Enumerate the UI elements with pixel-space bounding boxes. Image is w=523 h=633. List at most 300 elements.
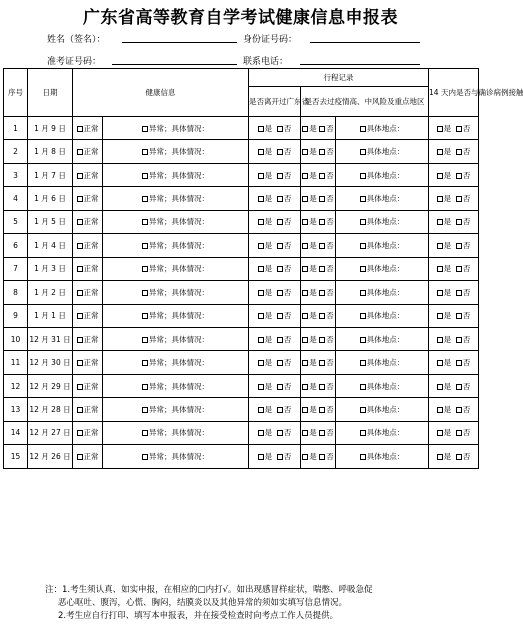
option-yes-label: 是 — [264, 217, 273, 227]
checkbox-yes[interactable] — [302, 173, 308, 179]
checkbox-normal[interactable] — [77, 290, 83, 296]
checkbox-normal[interactable] — [77, 266, 83, 272]
checkbox-no[interactable] — [456, 337, 462, 343]
row-index: 2 — [4, 140, 28, 163]
option-no-label: 否 — [326, 264, 334, 274]
checkbox-no[interactable] — [277, 360, 283, 366]
checkbox-abnormal[interactable] — [142, 243, 148, 249]
row-index: 4 — [4, 187, 28, 210]
checkbox-no[interactable] — [456, 407, 462, 413]
checkbox-yes[interactable] — [258, 360, 264, 366]
checkbox-abnormal[interactable] — [142, 407, 148, 413]
option-no-label: 否 — [283, 217, 292, 227]
option-no-label: 否 — [326, 194, 334, 204]
option-place-label: 具体地点： — [366, 123, 405, 133]
option-abnormal-label: 异常；具体情况： — [149, 334, 209, 344]
option-no-label: 否 — [462, 358, 471, 368]
row-date: 1 月 1 日 — [28, 304, 73, 327]
option-no-label: 否 — [326, 404, 334, 414]
left-guangdong-cell — [249, 210, 301, 233]
checkbox-normal[interactable] — [77, 173, 83, 179]
contact-cell — [429, 421, 479, 444]
contact-cell — [429, 374, 479, 397]
health-normal-cell — [73, 374, 103, 397]
contact-cell — [429, 327, 479, 350]
checkbox-yes[interactable] — [258, 290, 264, 296]
option-normal-label: 正常 — [83, 428, 99, 438]
health-normal-cell — [73, 117, 103, 140]
option-no-label: 否 — [283, 358, 292, 368]
option-yes-label: 是 — [264, 311, 273, 321]
health-normal-cell — [73, 398, 103, 421]
checkbox-yes[interactable] — [437, 149, 443, 155]
checkbox-yes[interactable] — [258, 454, 264, 460]
checkbox-no[interactable] — [319, 219, 325, 225]
checkbox-yes[interactable] — [302, 430, 308, 436]
checkbox-place[interactable] — [360, 196, 366, 202]
checkbox-abnormal[interactable] — [142, 266, 148, 272]
id-number-label: 身份证号码： — [243, 35, 298, 45]
option-no-label: 否 — [462, 381, 471, 391]
table-row — [4, 304, 479, 327]
checkbox-abnormal[interactable] — [142, 454, 148, 460]
checkbox-no[interactable] — [456, 360, 462, 366]
checkbox-no[interactable] — [319, 243, 325, 249]
checkbox-yes[interactable] — [437, 360, 443, 366]
table-row — [4, 327, 479, 350]
checkbox-place[interactable] — [360, 126, 366, 132]
checkbox-no[interactable] — [456, 126, 462, 132]
health-normal-cell — [73, 327, 103, 350]
health-abnormal-cell — [103, 327, 249, 350]
table-row — [4, 140, 479, 163]
health-normal-cell — [73, 421, 103, 444]
left-guangdong-cell — [249, 374, 301, 397]
checkbox-abnormal[interactable] — [142, 290, 148, 296]
row-date: 1 月 6 日 — [28, 187, 73, 210]
checkbox-abnormal[interactable] — [142, 384, 148, 390]
checkbox-no[interactable] — [319, 384, 325, 390]
checkbox-no[interactable] — [277, 384, 283, 390]
option-yes-label: 是 — [264, 428, 273, 438]
checkbox-place[interactable] — [360, 149, 366, 155]
checkbox-yes[interactable] — [258, 243, 264, 249]
option-abnormal-label: 异常；具体情况： — [149, 170, 209, 180]
checkbox-place[interactable] — [360, 430, 366, 436]
option-abnormal-label: 异常；具体情况： — [149, 240, 209, 250]
checkbox-no[interactable] — [319, 266, 325, 272]
option-yes-label: 是 — [264, 358, 273, 368]
row-index: 12 — [4, 374, 28, 397]
table-row — [4, 281, 479, 304]
table-row — [4, 210, 479, 233]
option-place-label: 具体地点： — [366, 428, 405, 438]
checkbox-abnormal[interactable] — [142, 219, 148, 225]
row-index: 14 — [4, 421, 28, 444]
option-no-label: 否 — [462, 194, 471, 204]
checkbox-place[interactable] — [360, 337, 366, 343]
risk-area-place-cell — [336, 234, 429, 257]
checkbox-yes[interactable] — [437, 454, 443, 460]
checkbox-place[interactable] — [360, 384, 366, 390]
checkbox-yes[interactable] — [258, 266, 264, 272]
option-no-label: 否 — [283, 240, 292, 250]
checkbox-yes[interactable] — [437, 384, 443, 390]
option-abnormal-label: 异常；具体情况： — [149, 428, 209, 438]
checkbox-normal[interactable] — [77, 430, 83, 436]
contact-cell — [429, 163, 479, 186]
checkbox-yes[interactable] — [437, 313, 443, 319]
option-no-label: 否 — [326, 358, 334, 368]
checkbox-no[interactable] — [319, 196, 325, 202]
risk-area-yes-no-cell — [301, 351, 336, 374]
phone-label: 联系电话： — [243, 57, 289, 67]
option-yes-label: 是 — [443, 147, 452, 157]
option-abnormal-label: 异常；具体情况： — [149, 147, 209, 157]
option-yes-label: 是 — [309, 170, 317, 180]
table-row — [4, 421, 479, 444]
option-place-label: 具体地点： — [366, 240, 405, 250]
checkbox-no[interactable] — [277, 243, 283, 249]
option-normal-label: 正常 — [83, 123, 99, 133]
checkbox-yes[interactable] — [302, 407, 308, 413]
checkbox-yes[interactable] — [302, 243, 308, 249]
option-yes-label: 是 — [309, 240, 317, 250]
checkbox-normal[interactable] — [77, 407, 83, 413]
option-yes-label: 是 — [264, 194, 273, 204]
checkbox-no[interactable] — [277, 337, 283, 343]
option-yes-label: 是 — [309, 194, 317, 204]
checkbox-no[interactable] — [319, 454, 325, 460]
checkbox-no[interactable] — [277, 126, 283, 132]
checkbox-yes[interactable] — [258, 430, 264, 436]
option-place-label: 具体地点： — [366, 147, 405, 157]
checkbox-place[interactable] — [360, 266, 366, 272]
checkbox-abnormal[interactable] — [142, 360, 148, 366]
checkbox-no[interactable] — [319, 430, 325, 436]
option-abnormal-label: 异常；具体情况： — [149, 451, 209, 461]
option-abnormal-label: 异常；具体情况： — [149, 194, 209, 204]
contact-cell — [429, 351, 479, 374]
id-number-field[interactable] — [310, 42, 420, 43]
risk-area-yes-no-cell — [301, 187, 336, 210]
left-guangdong-cell — [249, 163, 301, 186]
note-line-3: 2.考生应自行打印、填写本申报表，并在接受检查时向考点工作人员提供。 — [58, 611, 339, 621]
option-place-label: 具体地点： — [366, 451, 405, 461]
option-no-label: 否 — [283, 404, 292, 414]
checkbox-yes[interactable] — [302, 360, 308, 366]
note-line-2: 恶心呕吐、腹泻，心慌、胸闷，结膜炎以及其他异常的须如实填写信息情况。 — [58, 598, 348, 608]
exam-number-field[interactable] — [112, 64, 237, 65]
option-no-label: 否 — [462, 147, 471, 157]
row-date: 1 月 2 日 — [28, 281, 73, 304]
option-place-label: 具体地点： — [366, 194, 405, 204]
risk-area-place-cell — [336, 421, 429, 444]
option-no-label: 否 — [462, 334, 471, 344]
option-yes-label: 是 — [443, 123, 452, 133]
checkbox-place[interactable] — [360, 360, 366, 366]
left-guangdong-cell — [249, 445, 301, 468]
checkbox-place[interactable] — [360, 407, 366, 413]
checkbox-no[interactable] — [456, 290, 462, 296]
health-normal-cell — [73, 163, 103, 186]
option-yes-label: 是 — [309, 428, 317, 438]
option-no-label: 否 — [283, 451, 292, 461]
checkbox-yes[interactable] — [437, 290, 443, 296]
checkbox-no[interactable] — [277, 266, 283, 272]
checkbox-place[interactable] — [360, 173, 366, 179]
phone-field[interactable] — [300, 64, 420, 65]
row-date: 12 月 28 日 — [28, 398, 73, 421]
option-no-label: 否 — [462, 404, 471, 414]
contact-cell — [429, 398, 479, 421]
health-abnormal-cell — [103, 140, 249, 163]
checkbox-no[interactable] — [319, 173, 325, 179]
option-place-label: 具体地点： — [366, 404, 405, 414]
table-row — [4, 398, 479, 421]
option-normal-label: 正常 — [83, 217, 99, 227]
checkbox-no[interactable] — [277, 407, 283, 413]
health-abnormal-cell — [103, 234, 249, 257]
contact-cell — [429, 281, 479, 304]
row-index: 6 — [4, 234, 28, 257]
option-yes-label: 是 — [264, 240, 273, 250]
checkbox-yes[interactable] — [258, 173, 264, 179]
option-no-label: 否 — [283, 428, 292, 438]
option-no-label: 否 — [283, 170, 292, 180]
checkbox-yes[interactable] — [437, 219, 443, 225]
left-guangdong-cell — [249, 421, 301, 444]
checkbox-yes[interactable] — [437, 243, 443, 249]
row-index: 1 — [4, 117, 28, 140]
row-index: 3 — [4, 163, 28, 186]
checkbox-yes[interactable] — [258, 126, 264, 132]
option-no-label: 否 — [462, 428, 471, 438]
health-abnormal-cell — [103, 398, 249, 421]
row-index: 10 — [4, 327, 28, 350]
checkbox-no[interactable] — [456, 313, 462, 319]
checkbox-normal[interactable] — [77, 126, 83, 132]
checkbox-abnormal[interactable] — [142, 196, 148, 202]
health-normal-cell — [73, 187, 103, 210]
left-guangdong-cell — [249, 281, 301, 304]
row-index: 9 — [4, 304, 28, 327]
checkbox-no[interactable] — [319, 407, 325, 413]
table-row — [4, 445, 479, 468]
checkbox-no[interactable] — [277, 173, 283, 179]
checkbox-place[interactable] — [360, 313, 366, 319]
option-place-label: 具体地点： — [366, 334, 405, 344]
risk-area-place-cell — [336, 281, 429, 304]
checkbox-place[interactable] — [360, 290, 366, 296]
health-abnormal-cell — [103, 304, 249, 327]
risk-area-place-cell — [336, 304, 429, 327]
option-abnormal-label: 异常；具体情况： — [149, 123, 209, 133]
header-date: 日期 — [28, 69, 73, 117]
option-no-label: 否 — [462, 123, 471, 133]
option-yes-label: 是 — [309, 147, 317, 157]
option-yes-label: 是 — [443, 194, 452, 204]
checkbox-no[interactable] — [319, 290, 325, 296]
checkbox-no[interactable] — [277, 219, 283, 225]
contact-cell — [429, 445, 479, 468]
checkbox-place[interactable] — [360, 243, 366, 249]
checkbox-yes[interactable] — [302, 313, 308, 319]
checkbox-no[interactable] — [319, 313, 325, 319]
checkbox-place[interactable] — [360, 219, 366, 225]
checkbox-normal[interactable] — [77, 384, 83, 390]
contact-cell — [429, 117, 479, 140]
option-no-label: 否 — [283, 194, 292, 204]
health-normal-cell — [73, 210, 103, 233]
checkbox-no[interactable] — [456, 430, 462, 436]
checkbox-abnormal[interactable] — [142, 430, 148, 436]
table-row — [4, 117, 479, 140]
health-normal-cell — [73, 351, 103, 374]
option-no-label: 否 — [326, 451, 334, 461]
checkbox-yes[interactable] — [437, 126, 443, 132]
option-yes-label: 是 — [443, 358, 452, 368]
checkbox-no[interactable] — [456, 173, 462, 179]
option-yes-label: 是 — [264, 404, 273, 414]
contact-cell — [429, 304, 479, 327]
table-row — [4, 234, 479, 257]
checkbox-normal[interactable] — [77, 243, 83, 249]
checkbox-no[interactable] — [277, 149, 283, 155]
checkbox-normal[interactable] — [77, 337, 83, 343]
checkbox-abnormal[interactable] — [142, 313, 148, 319]
row-date: 12 月 27 日 — [28, 421, 73, 444]
health-abnormal-cell — [103, 257, 249, 280]
checkbox-yes[interactable] — [302, 290, 308, 296]
option-yes-label: 是 — [309, 451, 317, 461]
checkbox-normal[interactable] — [77, 219, 83, 225]
option-yes-label: 是 — [264, 381, 273, 391]
checkbox-normal[interactable] — [77, 360, 83, 366]
row-index: 13 — [4, 398, 28, 421]
checkbox-abnormal[interactable] — [142, 173, 148, 179]
option-yes-label: 是 — [443, 334, 452, 344]
checkbox-no[interactable] — [319, 360, 325, 366]
checkbox-yes[interactable] — [258, 407, 264, 413]
checkbox-yes[interactable] — [258, 313, 264, 319]
option-normal-label: 正常 — [83, 287, 99, 297]
option-no-label: 否 — [326, 311, 334, 321]
option-yes-label: 是 — [443, 287, 452, 297]
checkbox-yes[interactable] — [258, 337, 264, 343]
option-yes-label: 是 — [309, 311, 317, 321]
checkbox-normal[interactable] — [77, 454, 83, 460]
checkbox-no[interactable] — [319, 337, 325, 343]
option-no-label: 否 — [326, 123, 334, 133]
checkbox-yes[interactable] — [302, 126, 308, 132]
health-abnormal-cell — [103, 163, 249, 186]
option-no-label: 否 — [283, 381, 292, 391]
contact-cell — [429, 140, 479, 163]
health-abnormal-cell — [103, 117, 249, 140]
option-normal-label: 正常 — [83, 240, 99, 250]
option-no-label: 否 — [326, 334, 334, 344]
header-travel: 行程记录 — [249, 69, 429, 87]
checkbox-no[interactable] — [456, 266, 462, 272]
checkbox-no[interactable] — [277, 313, 283, 319]
checkbox-yes[interactable] — [302, 149, 308, 155]
checkbox-normal[interactable] — [77, 313, 83, 319]
checkbox-yes[interactable] — [437, 266, 443, 272]
risk-area-place-cell — [336, 374, 429, 397]
checkbox-no[interactable] — [319, 149, 325, 155]
checkbox-no[interactable] — [277, 196, 283, 202]
checkbox-yes[interactable] — [437, 407, 443, 413]
row-date: 1 月 9 日 — [28, 117, 73, 140]
checkbox-no[interactable] — [277, 454, 283, 460]
risk-area-yes-no-cell — [301, 327, 336, 350]
option-yes-label: 是 — [443, 217, 452, 227]
checkbox-no[interactable] — [456, 149, 462, 155]
option-normal-label: 正常 — [83, 264, 99, 274]
option-no-label: 否 — [283, 123, 292, 133]
checkbox-normal[interactable] — [77, 196, 83, 202]
checkbox-no[interactable] — [319, 126, 325, 132]
table-body — [4, 117, 479, 469]
checkbox-yes[interactable] — [258, 196, 264, 202]
health-abnormal-cell — [103, 187, 249, 210]
checkbox-yes[interactable] — [437, 173, 443, 179]
checkbox-normal[interactable] — [77, 149, 83, 155]
checkbox-no[interactable] — [456, 454, 462, 460]
checkbox-abnormal[interactable] — [142, 126, 148, 132]
checkbox-yes[interactable] — [437, 430, 443, 436]
option-yes-label: 是 — [264, 264, 273, 274]
option-abnormal-label: 异常；具体情况： — [149, 358, 209, 368]
checkbox-no[interactable] — [277, 430, 283, 436]
health-normal-cell — [73, 234, 103, 257]
checkbox-yes[interactable] — [302, 196, 308, 202]
option-yes-label: 是 — [309, 217, 317, 227]
risk-area-yes-no-cell — [301, 163, 336, 186]
option-normal-label: 正常 — [83, 147, 99, 157]
checkbox-yes[interactable] — [258, 384, 264, 390]
health-abnormal-cell — [103, 374, 249, 397]
risk-area-place-cell — [336, 327, 429, 350]
name-field[interactable] — [122, 42, 237, 43]
checkbox-yes[interactable] — [437, 196, 443, 202]
option-abnormal-label: 异常；具体情况： — [149, 311, 209, 321]
checkbox-yes[interactable] — [258, 219, 264, 225]
checkbox-no[interactable] — [277, 290, 283, 296]
checkbox-yes[interactable] — [302, 454, 308, 460]
checkbox-abnormal[interactable] — [142, 337, 148, 343]
checkbox-yes[interactable] — [258, 149, 264, 155]
option-yes-label: 是 — [309, 287, 317, 297]
checkbox-yes[interactable] — [302, 384, 308, 390]
checkbox-yes[interactable] — [437, 337, 443, 343]
checkbox-yes[interactable] — [302, 266, 308, 272]
checkbox-yes[interactable] — [302, 337, 308, 343]
checkbox-abnormal[interactable] — [142, 149, 148, 155]
checkbox-no[interactable] — [456, 384, 462, 390]
health-abnormal-cell — [103, 421, 249, 444]
option-place-label: 具体地点： — [366, 311, 405, 321]
row-date: 12 月 31 日 — [28, 327, 73, 350]
checkbox-yes[interactable] — [302, 219, 308, 225]
checkbox-place[interactable] — [360, 454, 366, 460]
checkbox-no[interactable] — [456, 219, 462, 225]
checkbox-no[interactable] — [456, 196, 462, 202]
risk-area-yes-no-cell — [301, 304, 336, 327]
checkbox-no[interactable] — [456, 243, 462, 249]
row-index: 8 — [4, 281, 28, 304]
